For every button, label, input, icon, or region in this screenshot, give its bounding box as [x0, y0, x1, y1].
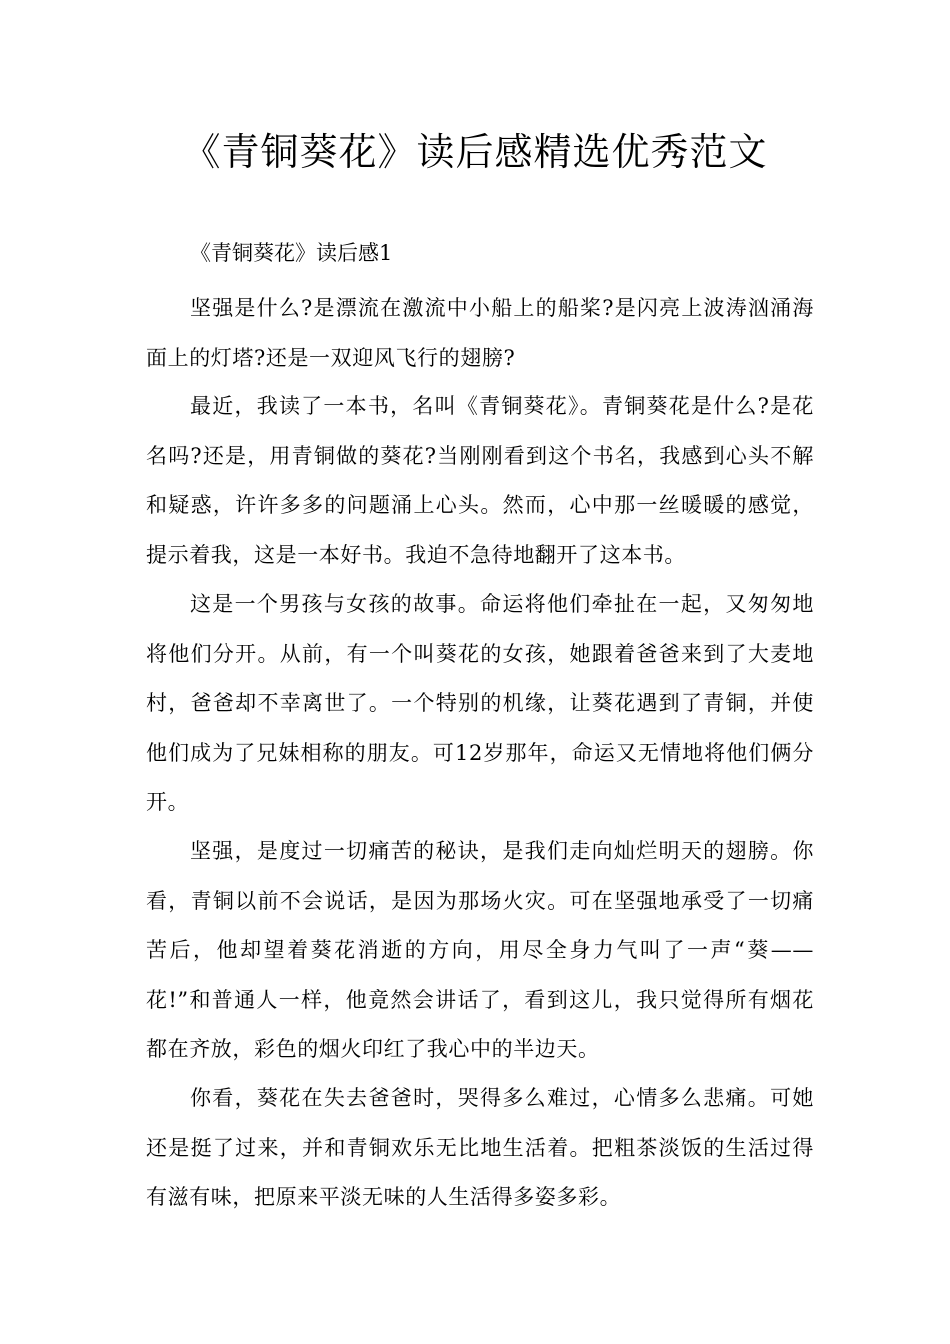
paragraph-3: 这是一个男孩与女孩的故事。命运将他们牵扯在一起，又匆匆地将他们分开。从前，有一个叫葵花的女孩，她跟着爸爸来到了大麦地村，爸爸却不幸离世了。一个特别的机缘，让葵花遇到了青铜，并使他们成为了兄妹相称的朋友。可12岁那年，命运又无情地将他们俩分开。 [146, 592, 814, 814]
paragraph-1: 坚强是什么?是漂流在激流中小船上的船桨?是闪亮上波涛汹涌海面上的灯塔?还是一双迎风飞行的翅膀? [146, 296, 814, 370]
document-title: 《青铜葵花》读后感精选优秀范文 [182, 130, 768, 174]
section-heading: 《青铜葵花》读后感1 [190, 241, 393, 265]
paragraph-2: 最近，我读了一本书，名叫《青铜葵花》。青铜葵花是什么?是花名吗?还是，用青铜做的葵花?当刚刚看到这个书名，我感到心头不解和疑惑，许许多多的问题涌上心头。然而，心中那一丝暖暖的感觉，提示着我，这是一本好书。我迫不急待地翻开了这本书。 [146, 394, 814, 567]
paragraph-4: 坚强，是度过一切痛苦的秘诀，是我们走向灿烂明天的翅膀。你看，青铜以前不会说话，是因为那场火灾。可在坚强地承受了一切痛苦后，他却望着葵花消逝的方向，用尽全身力气叫了一声“葵——花!”和普通人一样，他竟然会讲话了，看到这儿，我只觉得所有烟花都在齐放，彩色的烟火印红了我心中的半边天。 [146, 839, 814, 1061]
paragraph-5: 你看，葵花在失去爸爸时，哭得多么难过，心情多么悲痛。可她还是挺了过来，并和青铜欢乐无比地生活着。把粗茶淡饭的生活过得有滋有味，把原来平淡无味的人生活得多姿多彩。 [146, 1086, 814, 1209]
